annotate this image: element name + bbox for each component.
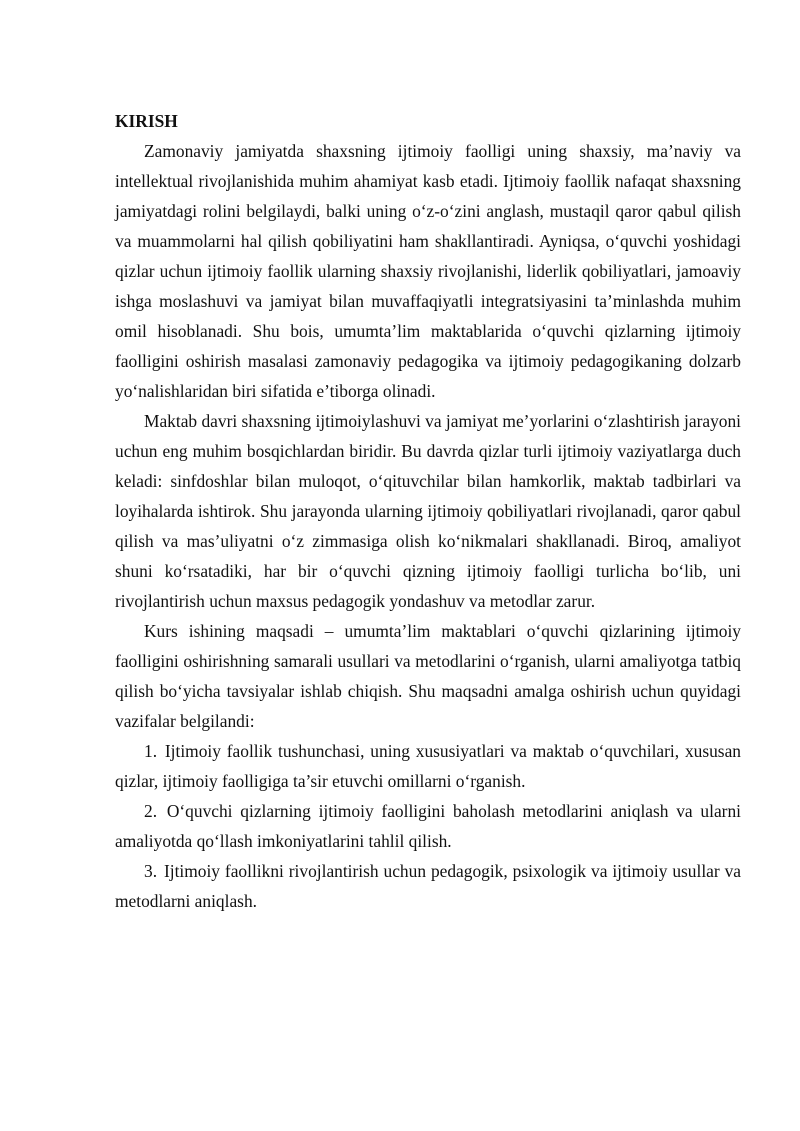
paragraph-intro: Zamonaviy jamiyatda shaxsning ijtimoiy faolligi uning shaxsiy, ma’naviy va intellektual rivojlanishida muhim ahamiyat kasb etadi. Ijtimoiy faollik nafaqat shaxsning jamiyatdagi rolini belgilaydi, balki uning o‘z-o‘zini anglash, mustaqil qaror qabul qilish va muammolarni hal qilish qobiliyatini ham shakllantiradi. Ayniqsa, o‘quvchi yoshidagi qizlar uchun ijtimoiy faollik ularning shaxsiy rivojlanishi, liderlik qobiliyatlari, jamoaviy ishga moslashuvi va jamiyat bilan muvaffaqiyatli integratsiyasini ta’minlashda muhim omil hisoblanadi. Shu bois, umumta’lim maktablarida o‘quvchi qizlarning ijtimoiy faolligini oshirish masalasi zamonaviy pedagogika va ijtimoiy pedagogikaning dolzarb yo‘nalishlaridan biri sifatida e’tiborga olinadi. [115, 141, 741, 401]
task-number: 3. [144, 861, 158, 881]
section-heading: KIRISH [115, 111, 178, 131]
task-item-3 [115, 856, 741, 916]
task-text: O‘quvchi qizlarning ijtimoiy faolligini baholash metodlarini aniqlash va ularni amaliyotda qo‘llash imkoniyatlarini tahlil qilish. [115, 801, 741, 851]
task-number: 2. [144, 801, 158, 821]
task-item-1 [115, 736, 741, 796]
document-body [115, 106, 741, 916]
paragraph-course-goal: Kurs ishining maqsadi – umumta’lim maktablari o‘quvchi qizlarining ijtimoiy faolligini oshirishning samarali usullari va metodlarini o‘rganish, ularni amaliyotga tatbiq qilish bo‘yicha tavsiyalar ishlab chiqish. Shu maqsadni amalga oshirish uchun quyidagi vazifalar belgilandi: [115, 621, 741, 731]
task-number: 1. [144, 741, 158, 761]
task-text: Ijtimoiy faollik tushunchasi, uning xususiyatlari va maktab o‘quvchilari, xususan qizlar, ijtimoiy faolligiga ta’sir etuvchi omillarni o‘rganish. [115, 741, 741, 791]
task-text: Ijtimoiy faollikni rivojlantirish uchun pedagogik, psixologik va ijtimoiy usullar va metodlarni aniqlash. [115, 861, 741, 911]
paragraph-school-period: Maktab davri shaxsning ijtimoiylashuvi va jamiyat me’yorlarini o‘zlashtirish jarayoni uchun eng muhim bosqichlardan biridir. Bu davrda qizlar turli ijtimoiy vaziyatlarga duch keladi: sinfdoshlar bilan muloqot, o‘qituvchilar bilan hamkorlik, maktab tadbirlari va loyihalarda ishtirok. Shu jarayonda ularning ijtimoiy qobiliyatlari rivojlanadi, qaror qabul qilish va mas’uliyatni o‘z zimmasiga olish ko‘nikmalari shakllanadi. Biroq, amaliyot shuni ko‘rsatadiki, har bir o‘quvchi qizning ijtimoiy faolligi turlicha bo‘lib, uni rivojlantirish uchun maxsus pedagogik yondashuv va metodlar zarur. [115, 411, 741, 611]
task-item-2 [115, 796, 741, 856]
